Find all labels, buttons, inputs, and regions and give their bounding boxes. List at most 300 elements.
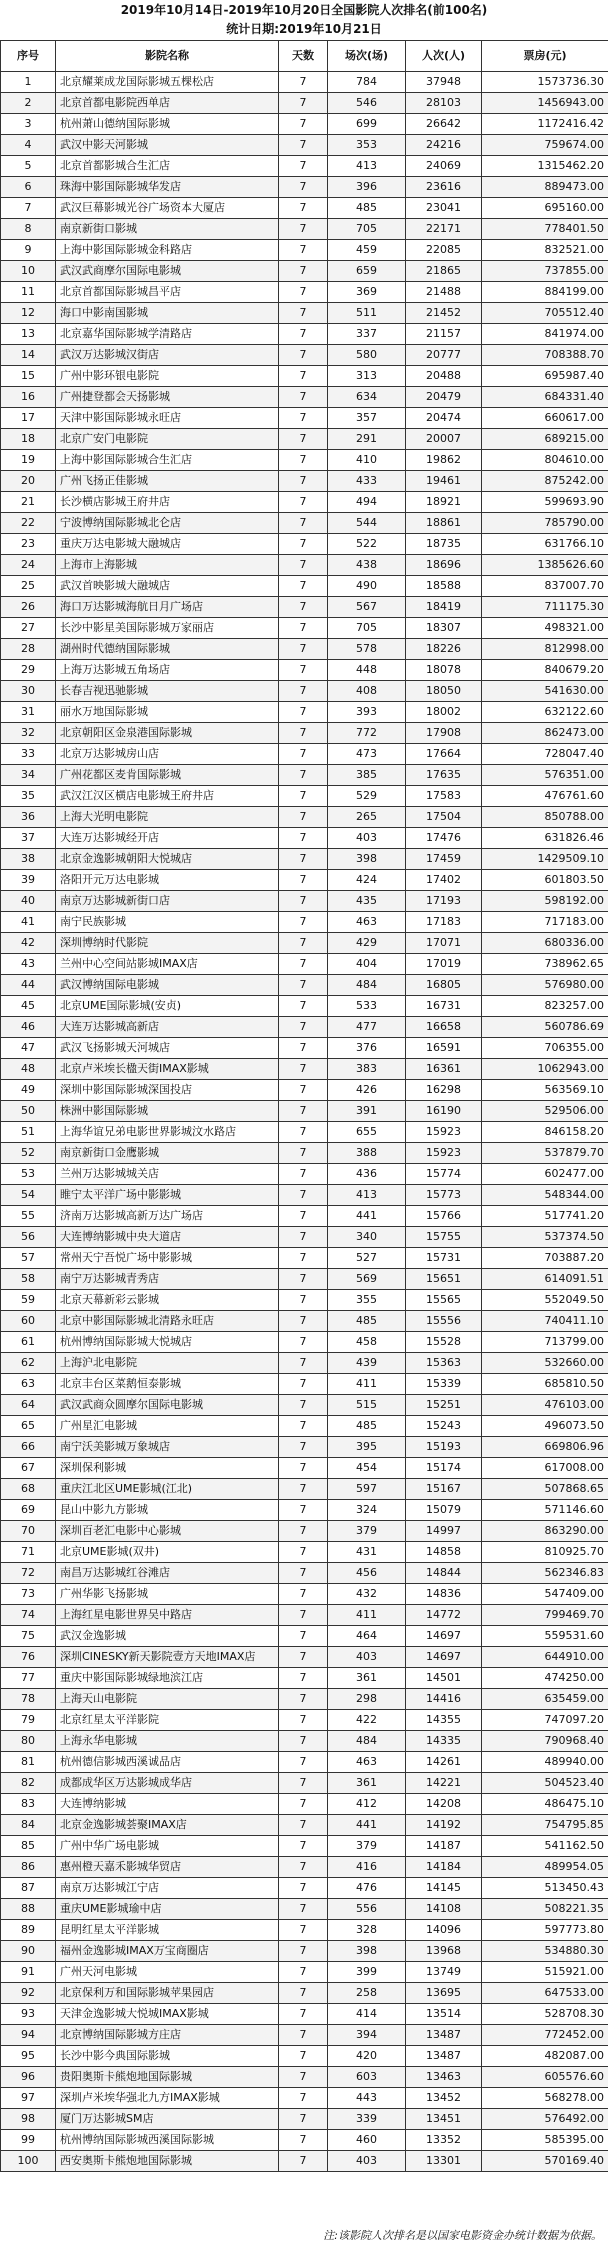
cell-days: 7	[279, 513, 328, 534]
cell-cinema-name: 武汉巨幕影城光谷广场资本大厦店	[56, 198, 279, 219]
cell-cinema-name: 南京新街口影城	[56, 219, 279, 240]
cell-rank: 48	[1, 1059, 56, 1080]
table-row	[1, 513, 608, 534]
cell-screenings: 396	[328, 177, 406, 198]
cell-days: 7	[279, 660, 328, 681]
cell-days: 7	[279, 954, 328, 975]
cell-cinema-name: 睢宁太平洋广场中影影城	[56, 1185, 279, 1206]
cell-days: 7	[279, 1836, 328, 1857]
cell-rank: 23	[1, 534, 56, 555]
cell-rank: 93	[1, 2004, 56, 2025]
cell-screenings: 416	[328, 1857, 406, 1878]
cell-days: 7	[279, 849, 328, 870]
cell-rank: 18	[1, 429, 56, 450]
cell-rank: 54	[1, 1185, 56, 1206]
cell-screenings: 265	[328, 807, 406, 828]
cell-days: 7	[279, 681, 328, 702]
cell-cinema-name: 上海市上海影城	[56, 555, 279, 576]
cell-rank: 11	[1, 282, 56, 303]
cell-attendance: 14697	[406, 1626, 482, 1647]
cell-rank: 50	[1, 1101, 56, 1122]
cell-cinema-name: 重庆UME影城瑜中店	[56, 1899, 279, 1920]
cell-rank: 13	[1, 324, 56, 345]
cell-attendance: 14192	[406, 1815, 482, 1836]
cell-days: 7	[279, 1038, 328, 1059]
cell-attendance: 14096	[406, 1920, 482, 1941]
cell-rank: 68	[1, 1479, 56, 1500]
cell-screenings: 324	[328, 1500, 406, 1521]
cell-cinema-name: 天津中影国际影城永旺店	[56, 408, 279, 429]
cell-attendance: 15243	[406, 1416, 482, 1437]
cell-box-office: 513450.43	[482, 1878, 608, 1899]
cell-screenings: 398	[328, 849, 406, 870]
cell-attendance: 18078	[406, 660, 482, 681]
cell-rank: 12	[1, 303, 56, 324]
cell-cinema-name: 海口万达影城海航日月广场店	[56, 597, 279, 618]
table-row	[1, 891, 608, 912]
table-row	[1, 681, 608, 702]
table-row	[1, 1017, 608, 1038]
cell-rank: 89	[1, 1920, 56, 1941]
cell-days: 7	[279, 1605, 328, 1626]
cell-attendance: 23041	[406, 198, 482, 219]
cell-screenings: 435	[328, 891, 406, 912]
cell-days: 7	[279, 618, 328, 639]
table-row	[1, 807, 608, 828]
cell-box-office: 790968.40	[482, 1731, 608, 1752]
cell-screenings: 429	[328, 933, 406, 954]
cell-attendance: 17402	[406, 870, 482, 891]
table-row	[1, 1584, 608, 1605]
cell-days: 7	[279, 1290, 328, 1311]
cell-screenings: 403	[328, 828, 406, 849]
cell-cinema-name: 湖州时代德纳国际影城	[56, 639, 279, 660]
cell-rank: 1	[1, 72, 56, 93]
cell-cinema-name: 北京天幕新彩云影城	[56, 1290, 279, 1311]
table-row	[1, 1605, 608, 1626]
cell-attendance: 20479	[406, 387, 482, 408]
cell-days: 7	[279, 2067, 328, 2088]
cell-rank: 14	[1, 345, 56, 366]
cell-attendance: 14836	[406, 1584, 482, 1605]
cell-cinema-name: 济南万达影城高新万达广场店	[56, 1206, 279, 1227]
cell-days: 7	[279, 807, 328, 828]
cell-screenings: 443	[328, 2088, 406, 2109]
cell-screenings: 339	[328, 2109, 406, 2130]
cell-rank: 52	[1, 1143, 56, 1164]
cell-screenings: 580	[328, 345, 406, 366]
table-row	[1, 492, 608, 513]
cell-rank: 49	[1, 1080, 56, 1101]
cell-box-office: 685810.50	[482, 1374, 608, 1395]
cell-cinema-name: 贵阳奥斯卡熊炮地国际影城	[56, 2067, 279, 2088]
cell-days: 7	[279, 2025, 328, 2046]
table-row	[1, 1479, 608, 1500]
cell-cinema-name: 广州花都区麦肯国际影城	[56, 765, 279, 786]
cell-attendance: 13452	[406, 2088, 482, 2109]
cell-days: 7	[279, 828, 328, 849]
cell-screenings: 527	[328, 1248, 406, 1269]
table-row	[1, 1794, 608, 1815]
cell-days: 7	[279, 2130, 328, 2151]
cell-cinema-name: 长沙中影今典国际影城	[56, 2046, 279, 2067]
cell-screenings: 414	[328, 2004, 406, 2025]
cell-attendance: 14221	[406, 1773, 482, 1794]
cell-box-office: 1385626.60	[482, 555, 608, 576]
table-header-row	[1, 41, 608, 72]
cell-screenings: 403	[328, 1647, 406, 1668]
cell-rank: 55	[1, 1206, 56, 1227]
cell-box-office: 548344.00	[482, 1185, 608, 1206]
cell-cinema-name: 武汉飞扬影城天河城店	[56, 1038, 279, 1059]
cell-box-office: 537879.70	[482, 1143, 608, 1164]
cell-rank: 29	[1, 660, 56, 681]
cell-box-office: 863290.00	[482, 1521, 608, 1542]
cell-box-office: 1429509.10	[482, 849, 608, 870]
cell-screenings: 298	[328, 1689, 406, 1710]
cell-attendance: 14261	[406, 1752, 482, 1773]
table-row	[1, 1332, 608, 1353]
cell-screenings: 412	[328, 1794, 406, 1815]
cell-days: 7	[279, 1731, 328, 1752]
cell-attendance: 14858	[406, 1542, 482, 1563]
cell-days: 7	[279, 1395, 328, 1416]
cell-cinema-name: 北京万达影城房山店	[56, 744, 279, 765]
cell-screenings: 459	[328, 240, 406, 261]
table-row	[1, 1563, 608, 1584]
cell-days: 7	[279, 303, 328, 324]
cell-attendance: 13487	[406, 2025, 482, 2046]
cell-box-office: 713799.00	[482, 1332, 608, 1353]
cell-attendance: 15651	[406, 1269, 482, 1290]
cell-rank: 10	[1, 261, 56, 282]
table-row	[1, 1038, 608, 1059]
cell-box-office: 570169.40	[482, 2151, 608, 2172]
cell-attendance: 17183	[406, 912, 482, 933]
cell-box-office: 695160.00	[482, 198, 608, 219]
table-row	[1, 1227, 608, 1248]
cell-attendance: 14997	[406, 1521, 482, 1542]
cell-screenings: 484	[328, 1731, 406, 1752]
cell-cinema-name: 北京保利万和国际影城苹果园店	[56, 1983, 279, 2004]
cell-rank: 39	[1, 870, 56, 891]
table-row	[1, 1269, 608, 1290]
table-row	[1, 2067, 608, 2088]
cell-attendance: 15079	[406, 1500, 482, 1521]
cell-days: 7	[279, 114, 328, 135]
cell-attendance: 24216	[406, 135, 482, 156]
cell-cinema-name: 广州星汇电影城	[56, 1416, 279, 1437]
cell-screenings: 772	[328, 723, 406, 744]
table-row	[1, 1647, 608, 1668]
cell-attendance: 22085	[406, 240, 482, 261]
cell-box-office: 476103.00	[482, 1395, 608, 1416]
cell-days: 7	[279, 1962, 328, 1983]
cell-cinema-name: 武汉中影天河影城	[56, 135, 279, 156]
cell-cinema-name: 武汉武商众圆摩尔国际电影城	[56, 1395, 279, 1416]
table-row	[1, 2088, 608, 2109]
cell-attendance: 14844	[406, 1563, 482, 1584]
cell-cinema-name: 上海沪北电影院	[56, 1353, 279, 1374]
cell-rank: 94	[1, 2025, 56, 2046]
table-row	[1, 828, 608, 849]
cell-screenings: 383	[328, 1059, 406, 1080]
cell-box-office: 669806.96	[482, 1437, 608, 1458]
cell-days: 7	[279, 891, 328, 912]
table-row	[1, 723, 608, 744]
cell-box-office: 489954.05	[482, 1857, 608, 1878]
table-row	[1, 1668, 608, 1689]
cell-cinema-name: 上海红星电影世界吴中路店	[56, 1605, 279, 1626]
cell-cinema-name: 广州中华广场电影城	[56, 1836, 279, 1857]
cell-days: 7	[279, 1815, 328, 1836]
cell-cinema-name: 北京广安门电影院	[56, 429, 279, 450]
ranking-table	[0, 40, 608, 2172]
cell-box-office: 804610.00	[482, 450, 608, 471]
cell-box-office: 695987.40	[482, 366, 608, 387]
cell-cinema-name: 北京红星太平洋影院	[56, 1710, 279, 1731]
cell-rank: 100	[1, 2151, 56, 2172]
cell-box-office: 737855.00	[482, 261, 608, 282]
cell-attendance: 13695	[406, 1983, 482, 2004]
cell-attendance: 15556	[406, 1311, 482, 1332]
table-row	[1, 576, 608, 597]
table-row	[1, 996, 608, 1017]
cell-rank: 97	[1, 2088, 56, 2109]
table-row	[1, 1290, 608, 1311]
cell-rank: 33	[1, 744, 56, 765]
cell-attendance: 14355	[406, 1710, 482, 1731]
cell-days: 7	[279, 702, 328, 723]
cell-cinema-name: 北京中影国际影城北清路永旺店	[56, 1311, 279, 1332]
table-row	[1, 450, 608, 471]
cell-attendance: 21157	[406, 324, 482, 345]
table-row	[1, 1101, 608, 1122]
cell-days: 7	[279, 1017, 328, 1038]
cell-screenings: 420	[328, 2046, 406, 2067]
cell-screenings: 473	[328, 744, 406, 765]
cell-days: 7	[279, 597, 328, 618]
table-row	[1, 1752, 608, 1773]
table-row	[1, 975, 608, 996]
cell-screenings: 391	[328, 1101, 406, 1122]
cell-attendance: 15167	[406, 1479, 482, 1500]
cell-screenings: 258	[328, 1983, 406, 2004]
table-row	[1, 1542, 608, 1563]
cell-rank: 87	[1, 1878, 56, 1899]
table-row	[1, 786, 608, 807]
cell-attendance: 17476	[406, 828, 482, 849]
cell-days: 7	[279, 1248, 328, 1269]
cell-box-office: 547409.00	[482, 1584, 608, 1605]
cell-rank: 83	[1, 1794, 56, 1815]
cell-rank: 41	[1, 912, 56, 933]
cell-days: 7	[279, 1164, 328, 1185]
cell-attendance: 18921	[406, 492, 482, 513]
cell-box-office: 602477.00	[482, 1164, 608, 1185]
cell-rank: 34	[1, 765, 56, 786]
cell-rank: 75	[1, 1626, 56, 1647]
cell-cinema-name: 北京首都电影院西单店	[56, 93, 279, 114]
cell-screenings: 463	[328, 912, 406, 933]
table-row	[1, 2130, 608, 2151]
cell-screenings: 784	[328, 72, 406, 93]
cell-box-office: 504523.40	[482, 1773, 608, 1794]
cell-box-office: 708388.70	[482, 345, 608, 366]
cell-cinema-name: 武汉首映影城大融城店	[56, 576, 279, 597]
cell-attendance: 16190	[406, 1101, 482, 1122]
cell-attendance: 17635	[406, 765, 482, 786]
cell-screenings: 394	[328, 2025, 406, 2046]
cell-attendance: 21865	[406, 261, 482, 282]
cell-attendance: 17459	[406, 849, 482, 870]
cell-screenings: 433	[328, 471, 406, 492]
cell-screenings: 569	[328, 1269, 406, 1290]
table-row	[1, 1857, 608, 1878]
cell-box-office: 772452.00	[482, 2025, 608, 2046]
cell-attendance: 14187	[406, 1836, 482, 1857]
table-row	[1, 744, 608, 765]
cell-attendance: 24069	[406, 156, 482, 177]
cell-box-office: 568278.00	[482, 2088, 608, 2109]
cell-screenings: 556	[328, 1899, 406, 1920]
cell-rank: 79	[1, 1710, 56, 1731]
cell-rank: 81	[1, 1752, 56, 1773]
cell-cinema-name: 南宁万达影城青秀店	[56, 1269, 279, 1290]
cell-box-office: 778401.50	[482, 219, 608, 240]
cell-box-office: 754795.85	[482, 1815, 608, 1836]
table-row	[1, 114, 608, 135]
cell-rank: 98	[1, 2109, 56, 2130]
cell-attendance: 18696	[406, 555, 482, 576]
cell-days: 7	[279, 576, 328, 597]
cell-cinema-name: 上海大光明电影院	[56, 807, 279, 828]
cell-days: 7	[279, 1269, 328, 1290]
table-row	[1, 1143, 608, 1164]
cell-attendance: 17504	[406, 807, 482, 828]
table-row	[1, 1983, 608, 2004]
cell-cinema-name: 兰州万达影城城关店	[56, 1164, 279, 1185]
cell-cinema-name: 南京新街口金鹰影城	[56, 1143, 279, 1164]
table-row	[1, 765, 608, 786]
cell-attendance: 14208	[406, 1794, 482, 1815]
table-row	[1, 2046, 608, 2067]
cell-cinema-name: 深圳卢米埃华强北九方IMAX影城	[56, 2088, 279, 2109]
cell-rank: 67	[1, 1458, 56, 1479]
cell-days: 7	[279, 1542, 328, 1563]
cell-attendance: 13749	[406, 1962, 482, 1983]
cell-rank: 17	[1, 408, 56, 429]
cell-attendance: 15923	[406, 1143, 482, 1164]
cell-screenings: 410	[328, 450, 406, 471]
cell-cinema-name: 深圳百老汇电影中心影城	[56, 1521, 279, 1542]
table-row	[1, 597, 608, 618]
cell-screenings: 395	[328, 1437, 406, 1458]
table-row	[1, 2151, 608, 2172]
header-rank: 序号	[1, 41, 56, 72]
cell-cinema-name: 武汉博纳国际电影城	[56, 975, 279, 996]
cell-days: 7	[279, 72, 328, 93]
cell-cinema-name: 宁波博纳国际影城北仑店	[56, 513, 279, 534]
cell-rank: 28	[1, 639, 56, 660]
table-row	[1, 282, 608, 303]
cell-rank: 76	[1, 1647, 56, 1668]
table-row	[1, 1773, 608, 1794]
cell-screenings: 494	[328, 492, 406, 513]
table-row	[1, 1353, 608, 1374]
cell-cinema-name: 北京UME影城(双井)	[56, 1542, 279, 1563]
cell-days: 7	[279, 429, 328, 450]
cell-attendance: 15193	[406, 1437, 482, 1458]
cell-days: 7	[279, 1584, 328, 1605]
cell-rank: 78	[1, 1689, 56, 1710]
cell-box-office: 476761.60	[482, 786, 608, 807]
cell-screenings: 529	[328, 786, 406, 807]
table-row	[1, 870, 608, 891]
cell-rank: 26	[1, 597, 56, 618]
cell-attendance: 17019	[406, 954, 482, 975]
cell-screenings: 313	[328, 366, 406, 387]
cell-rank: 37	[1, 828, 56, 849]
cell-cinema-name: 上海万达影城五角场店	[56, 660, 279, 681]
cell-rank: 58	[1, 1269, 56, 1290]
cell-rank: 19	[1, 450, 56, 471]
cell-screenings: 515	[328, 1395, 406, 1416]
cell-screenings: 355	[328, 1290, 406, 1311]
cell-days: 7	[279, 1500, 328, 1521]
cell-cinema-name: 北京首都影城合生汇店	[56, 156, 279, 177]
table-row	[1, 534, 608, 555]
cell-days: 7	[279, 345, 328, 366]
cell-cinema-name: 珠海中影国际影城华发店	[56, 177, 279, 198]
cell-box-office: 884199.00	[482, 282, 608, 303]
cell-days: 7	[279, 1101, 328, 1122]
cell-rank: 21	[1, 492, 56, 513]
table-row	[1, 1962, 608, 1983]
cell-attendance: 17071	[406, 933, 482, 954]
cell-cinema-name: 昆山中影九方影城	[56, 1500, 279, 1521]
header-screenings: 场次(场)	[328, 41, 406, 72]
cell-cinema-name: 北京耀莱成龙国际影城五棵松店	[56, 72, 279, 93]
cell-cinema-name: 大连万达影城经开店	[56, 828, 279, 849]
table-row	[1, 177, 608, 198]
cell-days: 7	[279, 2046, 328, 2067]
cell-days: 7	[279, 156, 328, 177]
cell-box-office: 862473.00	[482, 723, 608, 744]
table-row	[1, 1437, 608, 1458]
cell-attendance: 26642	[406, 114, 482, 135]
cell-box-office: 705512.40	[482, 303, 608, 324]
cell-screenings: 597	[328, 1479, 406, 1500]
cell-days: 7	[279, 1710, 328, 1731]
table-row	[1, 1185, 608, 1206]
cell-box-office: 631766.10	[482, 534, 608, 555]
cell-days: 7	[279, 2109, 328, 2130]
table-row	[1, 1689, 608, 1710]
cell-rank: 9	[1, 240, 56, 261]
cell-rank: 70	[1, 1521, 56, 1542]
cell-attendance: 15773	[406, 1185, 482, 1206]
table-row	[1, 324, 608, 345]
cell-days: 7	[279, 1773, 328, 1794]
cell-days: 7	[279, 1185, 328, 1206]
cell-rank: 57	[1, 1248, 56, 1269]
cell-attendance: 18735	[406, 534, 482, 555]
cell-rank: 66	[1, 1437, 56, 1458]
cell-attendance: 18307	[406, 618, 482, 639]
cell-screenings: 448	[328, 660, 406, 681]
cell-rank: 73	[1, 1584, 56, 1605]
